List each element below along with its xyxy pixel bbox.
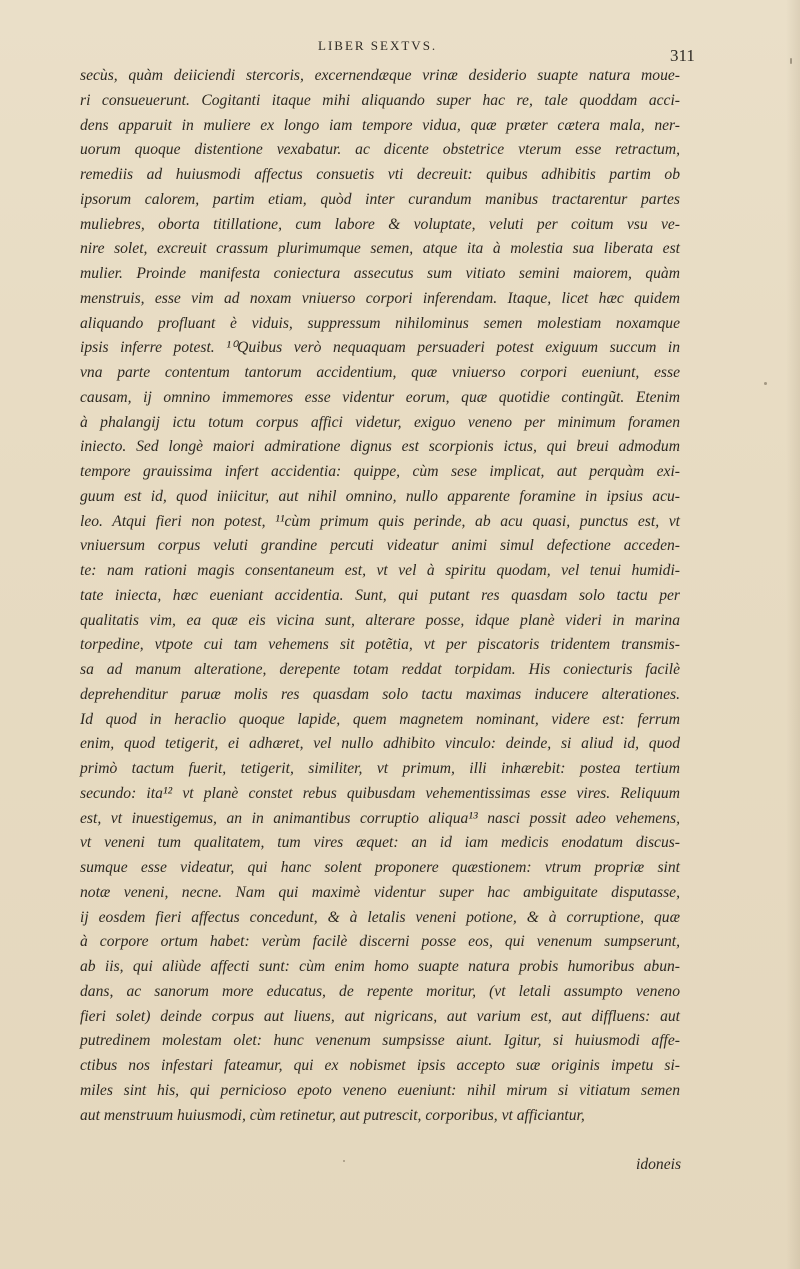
catchword: idoneis bbox=[636, 1156, 682, 1173]
text-line: ctibus nos infestari fateamur, qui ex nobismet ipsis accepto suæ originis impetu si- bbox=[80, 1057, 680, 1074]
paper-speck bbox=[343, 1160, 345, 1162]
paper-speck bbox=[790, 58, 792, 64]
text-line: ipsorum calorem, partim etiam, quòd inter curandum manibus tractarentur partes bbox=[80, 190, 680, 208]
body-text bbox=[80, 64, 680, 1128]
text-line: vt veneni tum qualitatem, tum vires æquet: an id iam medicis enodatum discus- bbox=[80, 834, 680, 852]
text-line: tate iniecta, hæc eueniant accidentia. Sunt, qui putant res quasdam solo tactu per bbox=[80, 586, 680, 604]
text-line: ipsis inferre potest. ¹⁰Quibus verò nequaquam persuaderi potest exiguum succum in bbox=[80, 339, 681, 357]
text-line: primò tactum fuerit, tetigerit, similiter, vt primum, illi inhærebit: postea tertium bbox=[80, 760, 680, 777]
text-line: ij eosdem fieri affectus concedunt, & à letalis veneni potione, & à corruptione, quæ bbox=[80, 908, 680, 926]
text-line: guum est id, quod iniicitur, aut nihil omnino, nullo apparente foramine in ipsius acu- bbox=[80, 487, 680, 505]
text-line: remediis ad huiusmodi affectus consuetis vti decreuit: quibus adhibitis partim ob bbox=[80, 166, 680, 183]
paper-speck bbox=[764, 382, 767, 385]
text-line: enim, quod tetigerit, ei adhæret, vel nullo adhibito vinculo: deinde, si aliud id, quod bbox=[80, 735, 680, 753]
text-line: iniecto. Sed longè maiori admiratione dignus est scorpionis ictus, qui breui admodum bbox=[80, 438, 680, 456]
text-line: secundo: ita¹² vt planè constet rebus quibusdam vehementissimas esse vires. Reliquum bbox=[80, 784, 680, 802]
text-line: ri consueuerunt. Cogitanti itaque mihi aliquando super hac re, tale quoddam acci- bbox=[80, 91, 680, 109]
text-line: causam, ij omnino immemores esse videntur eorum, quæ quotidie contingũt. Etenim bbox=[80, 388, 680, 406]
text-line: vna parte contentum tantorum accidentium, quæ vniuerso corpori eueniunt, esse bbox=[80, 364, 680, 381]
text-line: mulier. Proinde manifesta coniectura assecutus sum vitiato semini maiorem, quàm bbox=[80, 265, 680, 282]
text-line: dens apparuit in muliere ex longo iam tempore vidua, quæ præter cætera mala, ner- bbox=[80, 116, 680, 134]
text-line: uorum quoque distentione vexabatur. ac dicente obstetrice vterum esse retractum, bbox=[80, 141, 680, 159]
text-line: sumque esse videatur, qui hanc solent proponere quæstionem: vtrum propriæ sint bbox=[80, 859, 680, 876]
text-line: nire solet, excreuit crassum plurimumque semen, atque ita à molestia sua liberata est bbox=[80, 240, 680, 258]
text-line: à phalangij ictu totum corpus affici videtur, exiguo veneno per minimum foramen bbox=[80, 413, 680, 431]
text-line: leo. Atqui fieri non potest, ¹¹cùm primum quis perinde, ab acu quasi, punctus est, vt bbox=[80, 512, 680, 530]
text-line: Id quod in heraclio quoque lapide, quem magnetem nominant, videre est: ferrum bbox=[80, 710, 680, 728]
text-line: vniuersum corpus veluti grandine percuti videatur animi simul defectione acceden- bbox=[80, 537, 680, 555]
running-head: LIBER SEXTVS. bbox=[318, 38, 438, 53]
text-line: aut menstruum huiusmodi, cùm retinetur, aut putrescit, corporibus, vt afficiantur, bbox=[80, 1106, 585, 1124]
text-line: muliebres, oborta titillatione, cum labore & voluptate, veluti per coitum vsu ve- bbox=[80, 215, 680, 233]
page-header bbox=[0, 36, 800, 66]
text-line: tempore grauissima infert accidentia: quippe, cùm sese implicat, aut perquàm exi- bbox=[80, 463, 680, 480]
text-line: secùs, quàm deiiciendi stercoris, excernendæque vrinæ desiderio suapte natura moue- bbox=[80, 67, 680, 84]
text-line: menstruis, esse vim ad noxam vniuerso corpori inferendam. Itaque, licet hæc quidem bbox=[80, 289, 680, 307]
text-line: ab iis, qui aliùde affecti sunt: cùm enim homo suapte natura probis humoribus abun- bbox=[80, 958, 680, 975]
text-line: te: nam rationi magis consentaneum est, vt vel à spiritu quodam, vel tenui humidi- bbox=[80, 562, 680, 579]
text-line: fieri solet) deinde corpus aut liuens, aut nigricans, aut varium est, aut diffluens: aut bbox=[80, 1007, 680, 1025]
page-edge-shadow bbox=[786, 0, 800, 1269]
text-line: qualitatis vim, ea quæ eis vicina sunt, alterare posse, idque planè videri in marina bbox=[80, 611, 680, 629]
text-line: est, vt inuestigemus, an in animantibus corruptio aliqua¹³ nasci possit adeo vehemens, bbox=[80, 809, 680, 827]
page-number: 311 bbox=[670, 46, 695, 65]
text-line: aliquando profluant è viduis, suppressum nihilominus semen molestiam noxamque bbox=[80, 314, 680, 332]
text-line: notæ veneni, necne. Nam qui maximè videntur super hac ambiguitate disputasse, bbox=[80, 883, 680, 901]
text-line: miles sint his, qui pernicioso epoto veneno eueniunt: nihil mirum si vitiatum semen bbox=[80, 1081, 680, 1099]
text-line: torpedine, vtpote cui tam vehemens sit potẽtia, vt per piscatoris tridentem transmis- bbox=[80, 636, 680, 654]
text-line: sa ad manum alteratione, derepente totam reddat torpidam. His coniecturis facilè bbox=[80, 661, 680, 678]
text-line: dans, ac sanorum more educatus, de repente moritur, (vt letali assumpto veneno bbox=[80, 982, 680, 1000]
text-line: à corpore ortum habet: verùm facilè discerni posse eos, qui venenum sumpserunt, bbox=[80, 933, 680, 951]
text-line: putredinem molestam olet: hunc venenum sumpsisse aiunt. Igitur, si huiusmodi affe- bbox=[80, 1032, 680, 1050]
text-line: deprehenditur paruæ molis res quasdam solo tactu maximas inducere alterationes. bbox=[80, 685, 680, 703]
